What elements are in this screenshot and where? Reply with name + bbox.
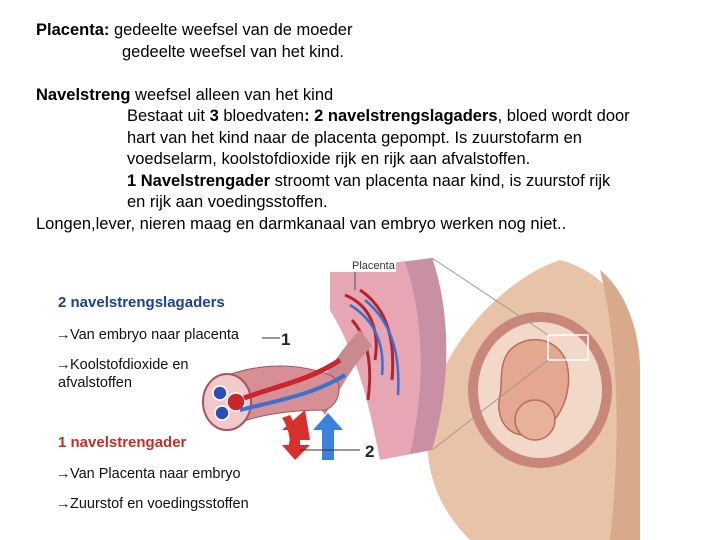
vein-desc-2: en rijk aan voedingsstoffen. [127,193,328,211]
bestaat-line [36,106,696,128]
bestaat-count: 3 [209,107,219,125]
vein-item-1-text: Van Placenta naar embryo [70,466,241,482]
bestaat-pre: Bestaat uit [127,107,210,125]
placenta-desc-1: gedeelte weefsel van de moeder [109,21,353,39]
arteries-item-2 [58,356,189,392]
arrow-right-icon: → [56,327,71,343]
arteries-term: : 2 navelstrengslagaders [304,107,498,125]
arteries-item-1-text: Van embryo naar placenta [70,327,240,343]
artery-2 [215,406,229,420]
umbilical-figure [0,250,720,540]
arteries-item-2-text: Koolstofdioxide en [70,357,189,373]
vein-term: 1 Navelstrengader [127,171,271,190]
vein-item-2 [58,495,249,513]
arteries-item-1 [58,326,239,344]
blue-flow-arrow [313,413,343,460]
arrow-right-icon: → [56,357,71,373]
bestaat-mid: bloedvaten [218,107,305,125]
placenta-line-2 [36,42,696,64]
arrow-right-icon: → [56,466,71,482]
vein-heading: 1 navelstrengader [58,434,187,451]
vein-item-2-text: Zuurstof en voedingsstoffen [70,496,249,512]
vein-line [36,171,696,193]
vein-item-1 [58,465,241,483]
organs-desc: Longen,lever, nieren maag en darmkanaal van embryo werken nog niet.. [36,214,567,233]
arteries-desc-3: voedselarm, koolstofdioxide rijk en rijk aan afvalstoffen. [127,150,531,168]
spacer [36,63,696,85]
artery-1 [213,386,227,400]
navelstreng-desc: weefsel alleen van het kind [130,85,334,104]
placenta-line [36,20,696,42]
fetus-head [515,400,555,440]
arteries-desc-2: hart van het kind naar de placenta gepompt. Is zuurstofarm en [127,128,582,147]
label-number-2: 2 [365,442,375,461]
vein-line-2 [36,192,696,214]
organs-line [36,214,696,236]
placenta-desc-2: gedeelte weefsel van het kind. [122,42,344,61]
navelstreng-line [36,85,696,107]
placenta-term: Placenta: [36,21,110,39]
arrow-right-icon: → [56,496,71,512]
arteries-line-2 [36,128,696,150]
navelstreng-term: Navelstreng [36,85,131,104]
arteries-item-2-text-cont: afvalstoffen [58,375,132,391]
bestaat-post: , bloed wordt door [497,107,630,125]
placenta-label: Placenta [352,260,395,272]
label-number-1: 1 [281,330,291,349]
vein-desc: stroomt van placenta naar kind, is zuurstof rijk [270,171,611,190]
arteries-heading: 2 navelstrengslagaders [58,294,225,311]
text-block [36,20,696,235]
arteries-line-3 [36,149,696,171]
